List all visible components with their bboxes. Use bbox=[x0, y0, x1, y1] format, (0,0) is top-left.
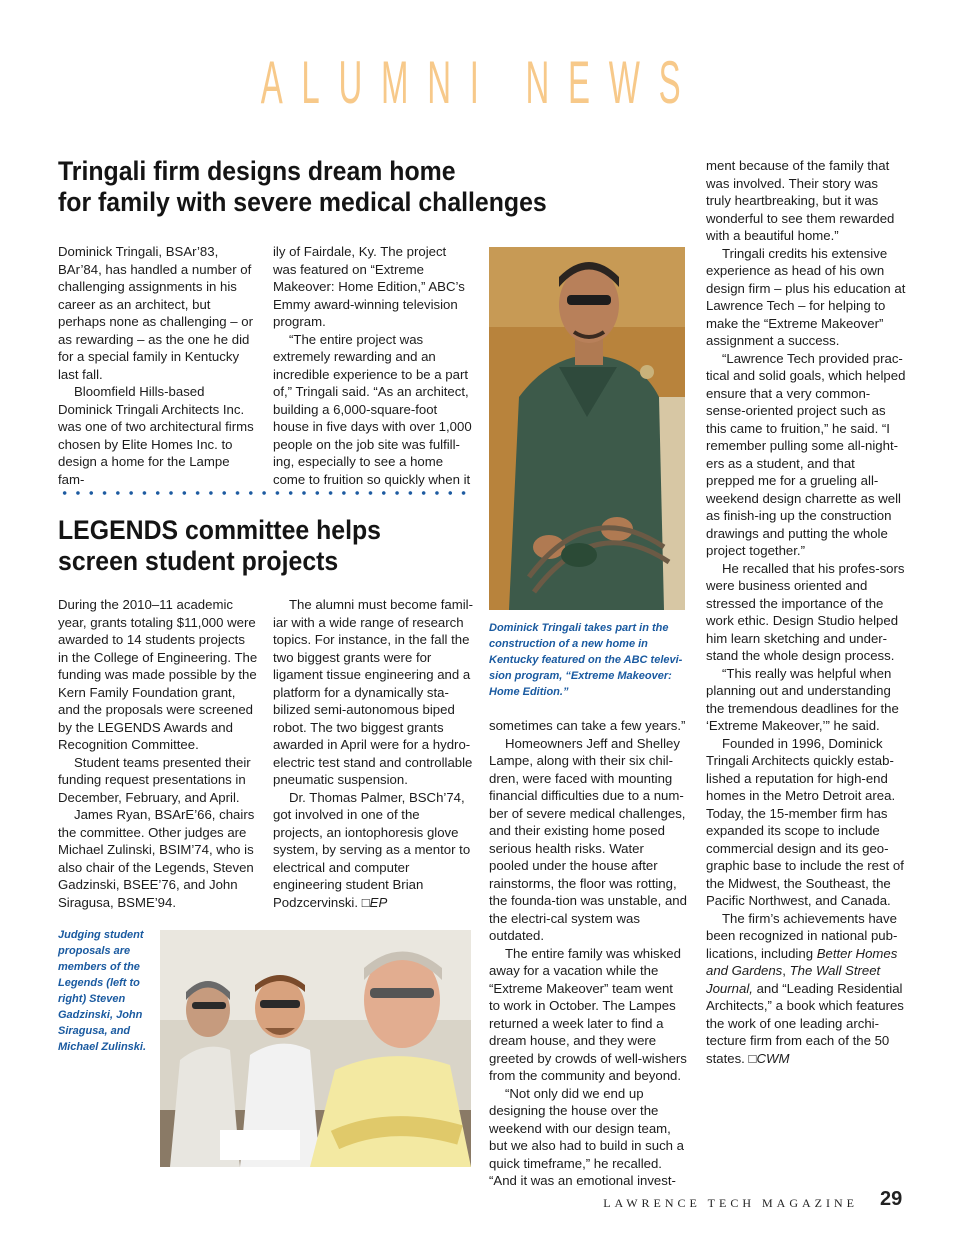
text-run: and “Leading Residential Architects,” a book which features the work of one leading archi-tecture firm from each of the 50 states. bbox=[706, 980, 904, 1066]
publication-name: The Wall Street Journal, bbox=[706, 963, 881, 996]
paragraph: “This really was helpful when planning out and understanding the tremendous deadlines for the ‘Extreme Makeover,’” he said. bbox=[706, 665, 899, 733]
publication-name: Better Homes and Gardens bbox=[706, 945, 898, 978]
article2-headline-line2: screen student projects bbox=[58, 546, 339, 576]
paragraph: During the 2010–11 academic year, grants totaling $11,000 were awarded to 14 students projects in the College of Engineering. The funding was made possible by the Kern Family Foundation grant, and the proposals were screened by the LEGENDS Awards and Recognition Committee. bbox=[58, 597, 258, 752]
legends-committee-photo-graphic bbox=[160, 930, 471, 1167]
paragraph: Homeowners Jeff and Shelley Lampe, along with their six chil-dren, were faced with mounting financial difficulties due to a num-ber of severe medical challenges, and their existing home posed serious health risks. Water pooled under the house after rainstorms, the floor was rotting, the founda-tion was unstable, and the electri-cal system was outdated. bbox=[489, 735, 687, 943]
paragraph: Founded in 1996, Dominick Tringali Architects quickly estab-lished a reputation for high-end homes in the Metro Detroit area. Today, the 15-member firm has expanded its scope to include commercial design and its geo-graphic base to include the rest of the Midwest, the Southeast, the Pacific Northwest, and Canada. bbox=[706, 735, 904, 908]
paragraph: “Not only did we end up designing the house over the weekend with our design team, but we also had to build in such a quick timeframe,” he recalled. “And it was an emotional invest- bbox=[489, 1085, 685, 1188]
text-run: The firm’s achievements have been recognized in national pub-lications, including bbox=[706, 910, 898, 961]
section-banner: ALUMNI NEWS bbox=[260, 49, 700, 116]
paragraph: James Ryan, BSArE’66, chairs the committee. Other judges are Michael Zulinski, BSIM’74, who is also chair of the Legends, Steven Gadzinski, BSEE’76, and John Siragusa, BSME’94. bbox=[58, 807, 255, 910]
paragraph: Bloomfield Hills-based Dominick Tringali Architects Inc. was one of two architectural firms chosen by Elite Homes Inc. to design a home for the Lampe fam- bbox=[58, 384, 254, 487]
text-run: Dr. Thomas Palmer, BSCh’74, got involved in one of the projects, an iontophoresis glove system, by serving as a mentor to electrical and computer engineering student Brian Podzcervinski. bbox=[273, 789, 471, 910]
paragraph: “The entire project was extremely rewarding and an incredible experience to be a part of,” Tringali said. “As an architect, building a 6,000-square-foot house in five days with over 1,000 people on the job site was fulfill-ing, especially to see a home come to fruition so quickly when it bbox=[273, 331, 472, 487]
article1-column-4 bbox=[706, 157, 906, 1067]
tringali-photo-graphic bbox=[489, 247, 685, 610]
legends-photo-caption: Judging student proposals are members of the Legends (left to right) Steven Gadzinski, John Siragusa, and Michael Zulinski. bbox=[58, 929, 147, 1053]
article1-headline-line1: Tringali firm designs dream home bbox=[58, 156, 456, 186]
paragraph: sometimes can take a few years.” bbox=[489, 718, 686, 733]
page-number: 29 bbox=[880, 1188, 903, 1210]
article1-headline-line2: for family with severe medical challenges bbox=[58, 187, 547, 217]
dotted-divider bbox=[58, 488, 472, 498]
paragraph: ment because of the family that was involved. Their story was truly heartbreaking, but it was wonderful to see them rewarded with a beautiful home.” bbox=[706, 158, 895, 243]
paragraph: Dominick Tringali, BSAr’83, BAr’84, has handled a number of challenging assignments in his career as an architect, but perhaps none as challenging – or as rewarding – as the one he did for a special family in Kentucky last fall. bbox=[58, 244, 254, 382]
article1-headline bbox=[58, 156, 547, 218]
article1-column-3 bbox=[489, 717, 687, 1190]
article2-column-2 bbox=[273, 596, 473, 911]
article2-headline bbox=[58, 515, 381, 577]
legends-committee-photo bbox=[160, 930, 471, 1167]
author-initials: □CWM bbox=[748, 1050, 790, 1066]
paragraph: Tringali credits his extensive experience as head of his own design firm – plus his education at Lawrence Tech – for helping to make the “Extreme Makeover” assignment a success. bbox=[706, 245, 906, 348]
magazine-name: LAWRENCE TECH MAGAZINE bbox=[603, 1196, 858, 1210]
paragraph bbox=[273, 789, 473, 912]
article1-column-1 bbox=[58, 243, 258, 488]
paragraph: The entire family was whisked away for a vacation while the “Extreme Makeover” team went to work in October. The Lampes returned a week later to find a dream house, and they were greeted by crowds of well-wishers from the community and beyond. bbox=[489, 945, 687, 1083]
paragraph: “Lawrence Tech provided prac-tical and solid goals, which helped ensure that a very common-sense-oriented project such as this came to fruition,” he said. “I remember pulling some all-night-ers as a student, and that prepped me for a grueling all-weekend design charrette as well as finish-ing up the construction drawings and putting the whole project together.” bbox=[706, 350, 906, 558]
tringali-photo bbox=[489, 247, 685, 610]
paragraph: Student teams presented their funding request presentations in December, February, and April. bbox=[58, 754, 251, 805]
paragraph: ily of Fairdale, Ky. The project was featured on “Extreme Makeover: Home Edition,” ABC’s Emmy award-winning television program. bbox=[273, 244, 465, 329]
article2-column-1 bbox=[58, 596, 258, 911]
text-run: , bbox=[782, 963, 790, 978]
paragraph bbox=[706, 910, 906, 1068]
article2-headline-line1: LEGENDS committee helps bbox=[58, 515, 382, 545]
paragraph: He recalled that his profes-sors were business oriented and stressed the importance of the work ethic. Design Studio helped him learn sketching and under-stand the whole design process. bbox=[706, 560, 905, 663]
paragraph: The alumni must become famil-iar with a wide range of research topics. For instance, in the fall the two biggest grants were for ligament tissue engineering and a platform for a dynamically sta-bilized semi-autonomous biped robot. The two biggest grants awarded in April were for a hydro-electric test stand and controllable pneumatic suspension. bbox=[273, 597, 473, 787]
article1-column-2 bbox=[273, 243, 473, 488]
tringali-photo-caption: Dominick Tringali takes part in the construction of a new home in Kentucky featured on the ABC televi-sion program, “Extreme Makeover: Home Edition.” bbox=[489, 622, 683, 698]
author-initials: □EP bbox=[361, 894, 388, 910]
